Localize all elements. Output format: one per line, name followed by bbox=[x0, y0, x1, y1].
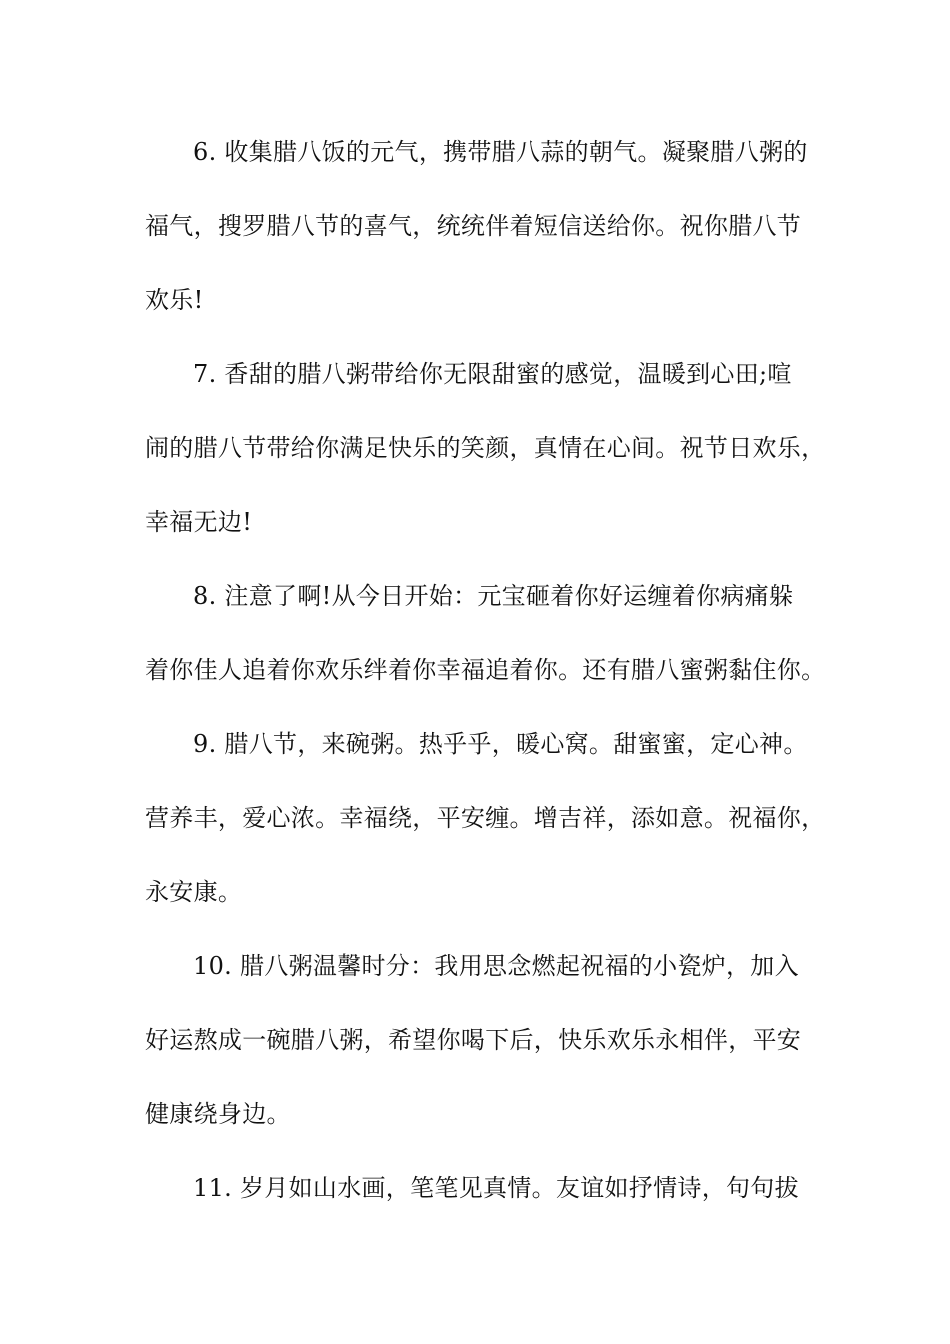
paragraph-6-line-3: 欢乐! bbox=[145, 286, 204, 314]
paragraph-10-line-1: 10. 腊八粥温馨时分：我用思念燃起祝福的小瓷炉，加入 bbox=[193, 952, 799, 980]
paragraph-7-line-2: 闹的腊八节带给你满足快乐的笑颜，真情在心间。祝节日欢乐， bbox=[145, 434, 826, 462]
paragraph-11-line-1: 11. 岁月如山水画，笔笔见真情。友谊如抒情诗，句句拔 bbox=[193, 1174, 799, 1202]
paragraph-6-line-1: 6. 收集腊八饭的元气，携带腊八蒜的朝气。凝聚腊八粥的 bbox=[193, 138, 808, 166]
paragraph-10-line-3: 健康绕身边。 bbox=[145, 1100, 291, 1128]
paragraph-9-line-2: 营养丰，爱心浓。幸福绕，平安缠。增吉祥，添如意。祝福你， bbox=[145, 804, 826, 832]
paragraph-6-line-2: 福气，搜罗腊八节的喜气，统统伴着短信送给你。祝你腊八节 bbox=[145, 212, 802, 240]
paragraph-8-line-2: 着你佳人追着你欢乐绊着你幸福追着你。还有腊八蜜粥黏住你。 bbox=[145, 656, 826, 684]
paragraph-9-line-3: 永安康。 bbox=[145, 878, 243, 906]
paragraph-9-line-1: 9. 腊八节，来碗粥。热乎乎，暖心窝。甜蜜蜜，定心神。 bbox=[193, 730, 808, 758]
paragraph-7-line-1: 7. 香甜的腊八粥带给你无限甜蜜的感觉，温暖到心田;喧 bbox=[193, 360, 792, 388]
paragraph-10-line-2: 好运熬成一碗腊八粥，希望你喝下后，快乐欢乐永相伴，平安 bbox=[145, 1026, 802, 1054]
paragraph-8-line-1: 8. 注意了啊!从今日开始：元宝砸着你好运缠着你病痛躲 bbox=[193, 582, 794, 610]
paragraph-7-line-3: 幸福无边! bbox=[145, 508, 253, 536]
